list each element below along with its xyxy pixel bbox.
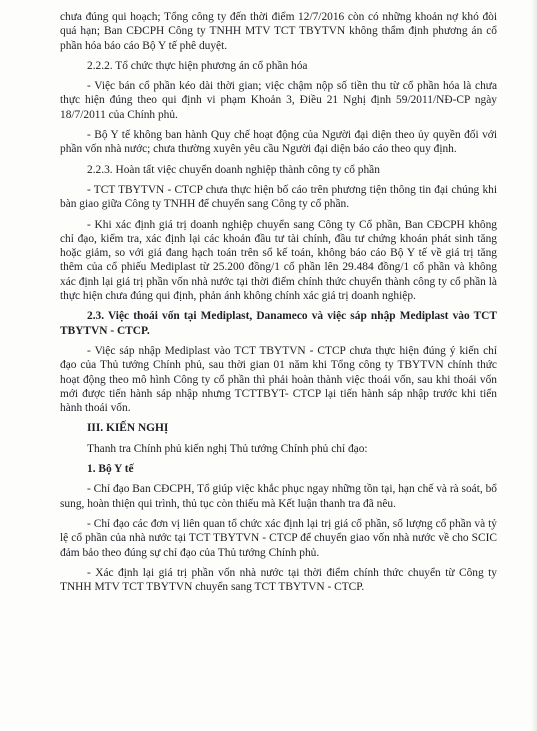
paragraph-direct-board: - Chỉ đạo Ban CĐCPH, Tổ giúp việc khắc phục ngay những tồn tại, hạn chế và rà soát, bổ sung, hoàn thiện qui trình, thủ tục còn thiếu mà Kết luận thanh tra đã nêu. (60, 483, 497, 510)
paragraph-redetermine-share-value: - Chỉ đạo các đơn vị liên quan tổ chức xác định lại trị giá cổ phần, số lượng cổ phần và tỷ lệ cổ phần của nhà nước tại TCT TBYTVN - CTCP để chuyển giao vốn nhà nước về cho SCIC đảm bảo theo đúng sự chỉ đạo của Thủ tướng Chính phủ. (60, 517, 497, 559)
heading-iii-recommendations: III. KIẾN NGHỊ (87, 422, 169, 435)
heading-2-3-divestment: 2.3. Việc thoái vốn tại Mediplast, Danameco và việc sáp nhập Mediplast vào TCT TBYTVN - CTCP. (60, 310, 497, 337)
paragraph-planning-debts: chưa đúng qui hoạch; Tổng công ty đến thời điểm 12/7/2016 còn có những khoản nợ khó đòi quá hạn; Ban CĐCPH Công ty TNHH MTV TCT TBYTVN không thẩm định phương án cổ phần hóa báo cáo Bộ Y tế phê duyệt. (60, 11, 497, 52)
paragraph-public-announcement: - TCT TBYTVN - CTCP chưa thực hiện bố cáo trên phương tiện thông tin đại chúng khi bàn giao giữa Công ty TNHH để chuyển sang Công ty cổ phần. (60, 183, 497, 211)
subheading-2-2-2: 2.2.2. Tổ chức thực hiện phương án cổ phần hóa (87, 59, 308, 72)
paragraph-representative-regulation: - Bộ Y tế không ban hành Quy chế hoạt động của Người đại diện theo ủy quyền đối với phần vốn nhà nước; chưa thường xuyên yêu cầu Người đại diện báo cáo theo quy định. (60, 129, 497, 156)
paragraph-merger-mediplast: - Việc sáp nhập Mediplast vào TCT TBYTVN - CTCP chưa thực hiện đúng ý kiến chỉ đạo của Thủ tướng Chính phủ, sau thời gian 01 năm khi Tổng công ty TBYTVN chính thức hoạt động theo mô hình Công ty cổ phần thì phải hoàn thành việc thoái vốn, sau khi thoái vốn mới được tiến hành sáp nhập nhưng TCTTBYT- CTCP lại tiến hành sáp nhập trước khi tiến hành thoái vốn. (60, 344, 497, 415)
paragraph-enterprise-valuation: - Khi xác định giá trị doanh nghiệp chuyển sang Công ty Cổ phần, Ban CĐCPH không chỉ đạo, kiểm tra, xác định lại các khoản đầu tư tài chính, đầu tư chứng khoán phát sinh tăng hoặc giảm, so với giá đang hạch toán trên sổ kế toán, không báo cáo Bộ Y tế về giá trị tăng thêm của cổ phiếu Mediplast từ 25.200 đồng/1 cổ phần lên 29.484 đồng/1 cổ phần và không xác định lại giá trị phần vốn nhà nước tại thời điểm chính thức chuyển thành công ty cổ phần là thực hiện chưa đúng qui định, phản ánh không chính xác giá trị doanh nghiệp. (60, 218, 497, 303)
paragraph-redetermine-state-capital: - Xác định lại giá trị phần vốn nhà nước tại thời điểm chính thức chuyển từ Công ty TNHH MTV TCT TBYTVN chuyển sang TCT TBYTVN - CTCP. (60, 566, 497, 594)
paragraph-inspectorate-recommends: Thanh tra Chính phủ kiến nghị Thủ tướng Chính phủ chỉ đạo: (87, 442, 368, 455)
subheading-2-2-3: 2.2.3. Hoàn tất việc chuyển doanh nghiệp thành công ty cổ phần (87, 163, 380, 176)
paragraph-share-sale-delay: - Việc bán cổ phần kéo dài thời gian; việc chậm nộp số tiền thu từ cổ phần hóa là chưa thực hiện đúng theo qui định vi phạm Khoản 3, Điều 21 Nghị định 59/2011/NĐ-CP ngày 18/7/2011 của Chính phủ. (60, 80, 497, 121)
heading-1-ministry-of-health: 1. Bộ Y tế (87, 463, 134, 476)
